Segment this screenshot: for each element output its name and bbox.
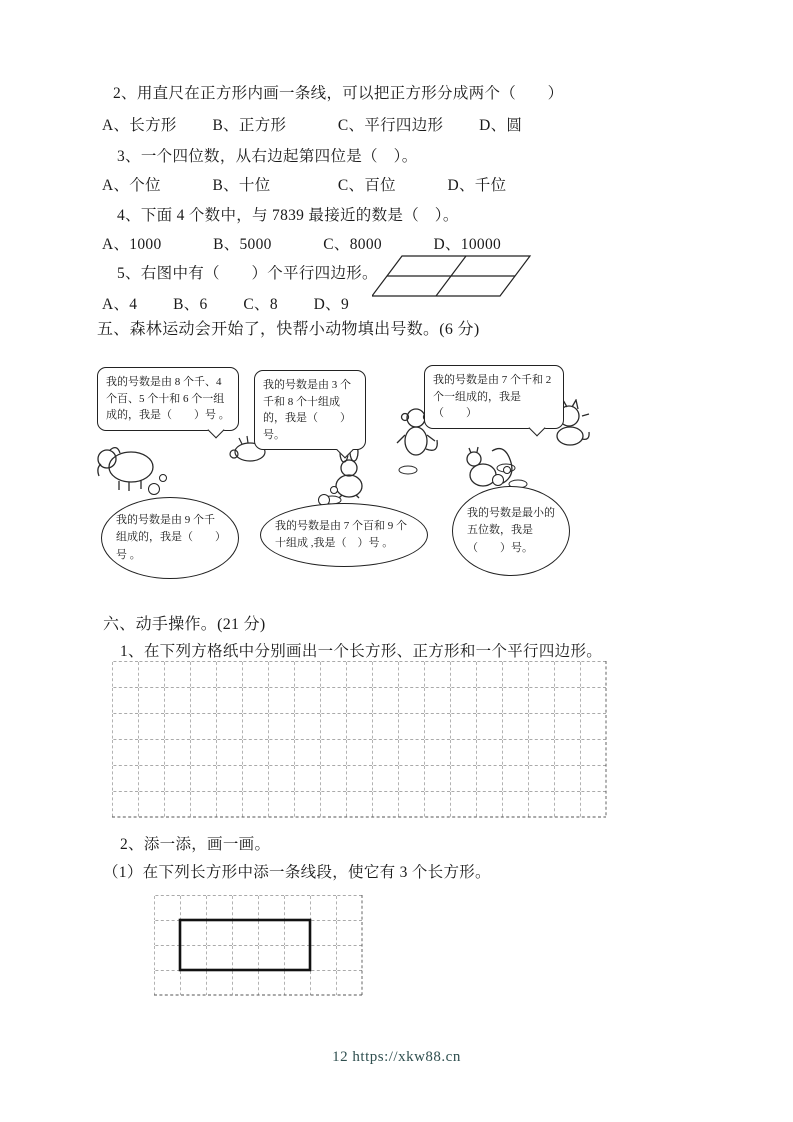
grid-paper-large: [112, 661, 608, 824]
section-5-title: 五、森林运动会开始了，快帮小动物填出号数。(6 分): [97, 321, 480, 338]
stone-icon: [398, 462, 418, 480]
thought-cloud-2-text: 我的号数是由 7 个百和 9 个十组成 ,我是（ ）号 。: [275, 519, 407, 549]
speech-bubble-rabbit: [254, 370, 366, 450]
question-3-text: 3、一个四位数，从右边起第四位是（ ）。: [117, 148, 418, 165]
section-6-item-2: 2、添一添，画一画。: [120, 836, 271, 853]
cloud-puff: [503, 466, 511, 474]
thought-cloud-3: [452, 486, 570, 576]
section-6-item-1: 1、在下列方格纸中分别画出一个长方形、正方形和一个平行四边形。: [120, 643, 603, 660]
question-5-text: 5、右图中有（ ）个平行四边形。: [117, 265, 378, 282]
thought-cloud-3-text: 我的号数是最小的五位数，我是（ ）号。: [467, 507, 555, 554]
cloud-puff: [159, 474, 167, 482]
section-6-item-2-sub-1: （1）在下列长方形中添一条线段，使它有 3 个长方形。: [103, 864, 491, 881]
question-4-text: 4、下面 4 个数中，与 7839 最接近的数是（ ）。: [117, 207, 459, 224]
footer-link[interactable]: 12 https://xkw88.cn: [332, 1049, 461, 1065]
question-5-options: A、4 B、6 C、8 D、9: [102, 296, 349, 313]
question-4-options: A、1000 B、5000 C、8000 D、10000: [102, 236, 502, 253]
parallelogram-figure: [372, 252, 532, 305]
question-2-options: A、长方形 B、正方形 C、平行四边形 D、圆: [102, 117, 523, 134]
speech-bubble-rabbit-text: 我的号数是由 3 个千和 8 个十组成的，我是（ ）号。: [263, 379, 351, 441]
grid-paper-small: [154, 895, 366, 1004]
speech-bubble-cat-text: 我的号数是由 7 个千和 2 个一组成的，我是（ ）: [433, 374, 552, 419]
speech-bubble-tail: [208, 422, 225, 439]
section-6-title: 六、动手操作。(21 分): [103, 616, 266, 633]
thought-cloud-2: [260, 503, 428, 567]
question-2-text: 2、用直尺在正方形内画一条线，可以把正方形分成两个（ ）: [113, 85, 564, 102]
speech-bubble-elephant-text: 我的号数是由 8 个千、4 个百、5 个十和 6 个一组成的，我是（ ）号 。: [106, 376, 230, 421]
thought-cloud-1: [101, 497, 239, 579]
cloud-puff: [492, 474, 504, 486]
speech-bubble-elephant: [97, 367, 239, 431]
thought-cloud-1-text: 我的号数是由 9 个千组成的，我是（ ）号 。: [116, 514, 221, 561]
question-3-options: A、个位 B、十位 C、百位 D、千位: [102, 177, 507, 194]
speech-bubble-cat: [424, 365, 564, 429]
speech-bubble-tail: [529, 420, 546, 437]
cloud-puff: [330, 486, 338, 494]
cloud-puff: [148, 483, 160, 495]
